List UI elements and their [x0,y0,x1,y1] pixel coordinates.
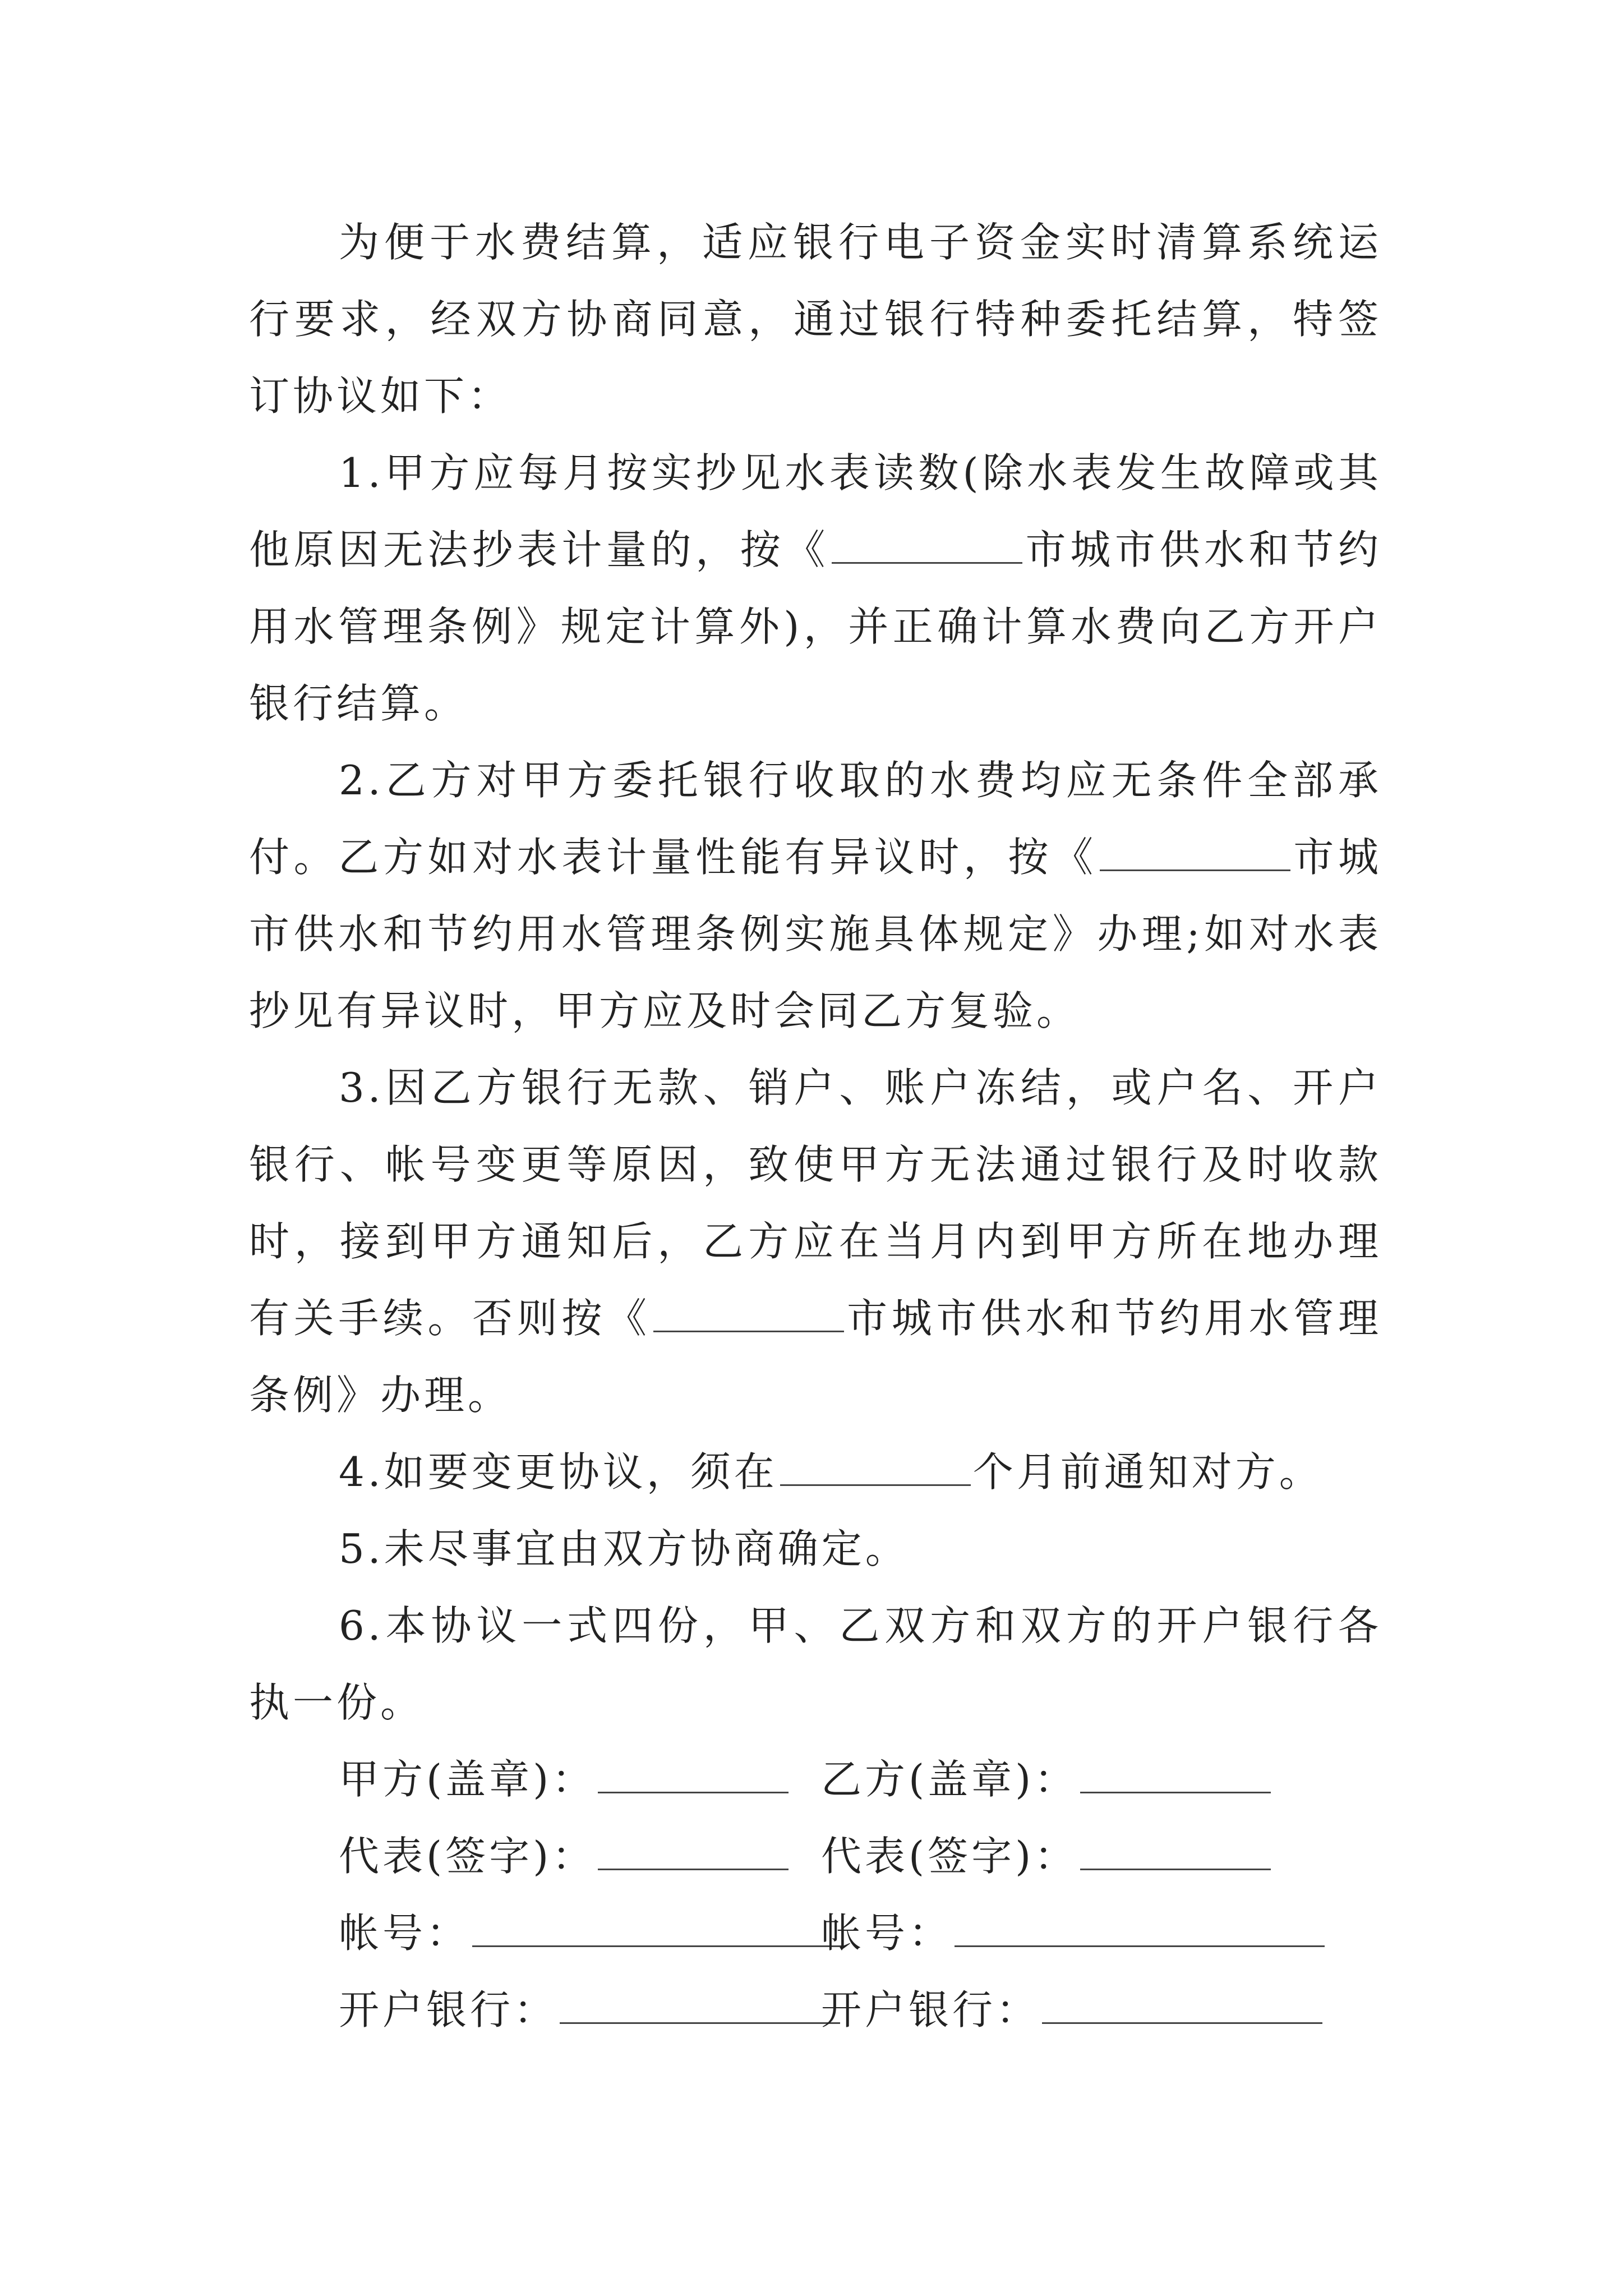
clause-2-text-after: 市城市供水和节约用水管理条例实施具体规定》办理;如对水表抄见有异议时，甲方应及时会同乙方复验。 [249,834,1382,1034]
bank-a-label: 开户银行： [339,1986,558,2033]
party-b-seal-blank [1080,1758,1271,1793]
account-a-label: 帐号： [339,1910,471,1957]
account-a-cell [339,1895,821,1972]
party-b-seal-label: 乙方(盖章)： [821,1756,1078,1803]
clause-3-text-after: 市城市供水和节约用水管理条例》办理。 [249,1295,1382,1419]
rep-b-blank [1080,1835,1271,1870]
bank-a-cell [339,1972,821,2049]
clause-1 [249,435,1382,742]
account-row [249,1895,1382,1972]
rep-a-label: 代表(签字)： [339,1833,596,1880]
city-blank-3 [653,1297,844,1332]
clause-1-text-after: 市城市供水和节约用水管理条例》规定计算外)，并正确计算水费向乙方开户银行结算。 [249,526,1382,727]
clause-4-text-before: 4.如要变更协议，须在 [339,1448,778,1496]
clause-5: 5.未尽事宜由双方协商确定。 [339,1525,909,1572]
bank-b-label: 开户银行： [821,1986,1040,2033]
account-b-label: 帐号： [821,1910,953,1957]
clause-4-text-after: 个月前通知对方。 [972,1448,1323,1496]
rep-a-blank [598,1835,789,1870]
party-a-seal-blank [598,1758,789,1793]
clause-4 [249,1434,1382,1511]
intro-paragraph: 为便于水费结算，适应银行电子资金实时清算系统运行要求，经双方协商同意，通过银行特种委托结算，特签订协议如下： [249,219,1382,420]
party-a-seal-label: 甲方(盖章)： [339,1756,596,1803]
account-b-blank [955,1912,1325,1947]
representative-row [249,1818,1382,1895]
bank-row [249,1972,1382,2049]
clause-3 [249,1050,1382,1434]
clause-1-text-before: 1.甲方应每月按实抄见水表读数(除水表发生故障或其他原因无法抄表计量的，按《 [249,449,1382,573]
seal-row [249,1741,1382,1818]
clause-3-text-before: 3.因乙方银行无款、销户、账户冻结，或户名、开户银行、帐号变更等原因，致使甲方无法通过银行及时收款时，接到甲方通知后，乙方应在当月内到甲方所在地办理有关手续。否则按《 [249,1064,1382,1342]
agreement-document [249,204,1382,2049]
account-a-blank [472,1912,842,1947]
rep-b-label: 代表(签字)： [821,1833,1078,1880]
city-blank-1 [832,528,1022,564]
city-blank-2 [1100,836,1290,871]
rep-a-cell [339,1818,821,1895]
party-a-seal-cell [339,1741,821,1818]
clause-6: 6.本协议一式四份，甲、乙双方和双方的开户银行各执一份。 [249,1602,1382,1726]
bank-a-blank [560,1989,840,2024]
months-blank [780,1451,971,1486]
clause-2-text-before: 2.乙方对甲方委托银行收取的水费均应无条件全部承付。乙方如对水表计量性能有异议时，按《 [249,757,1382,881]
bank-b-blank [1042,1989,1322,2024]
clause-2 [249,742,1382,1050]
